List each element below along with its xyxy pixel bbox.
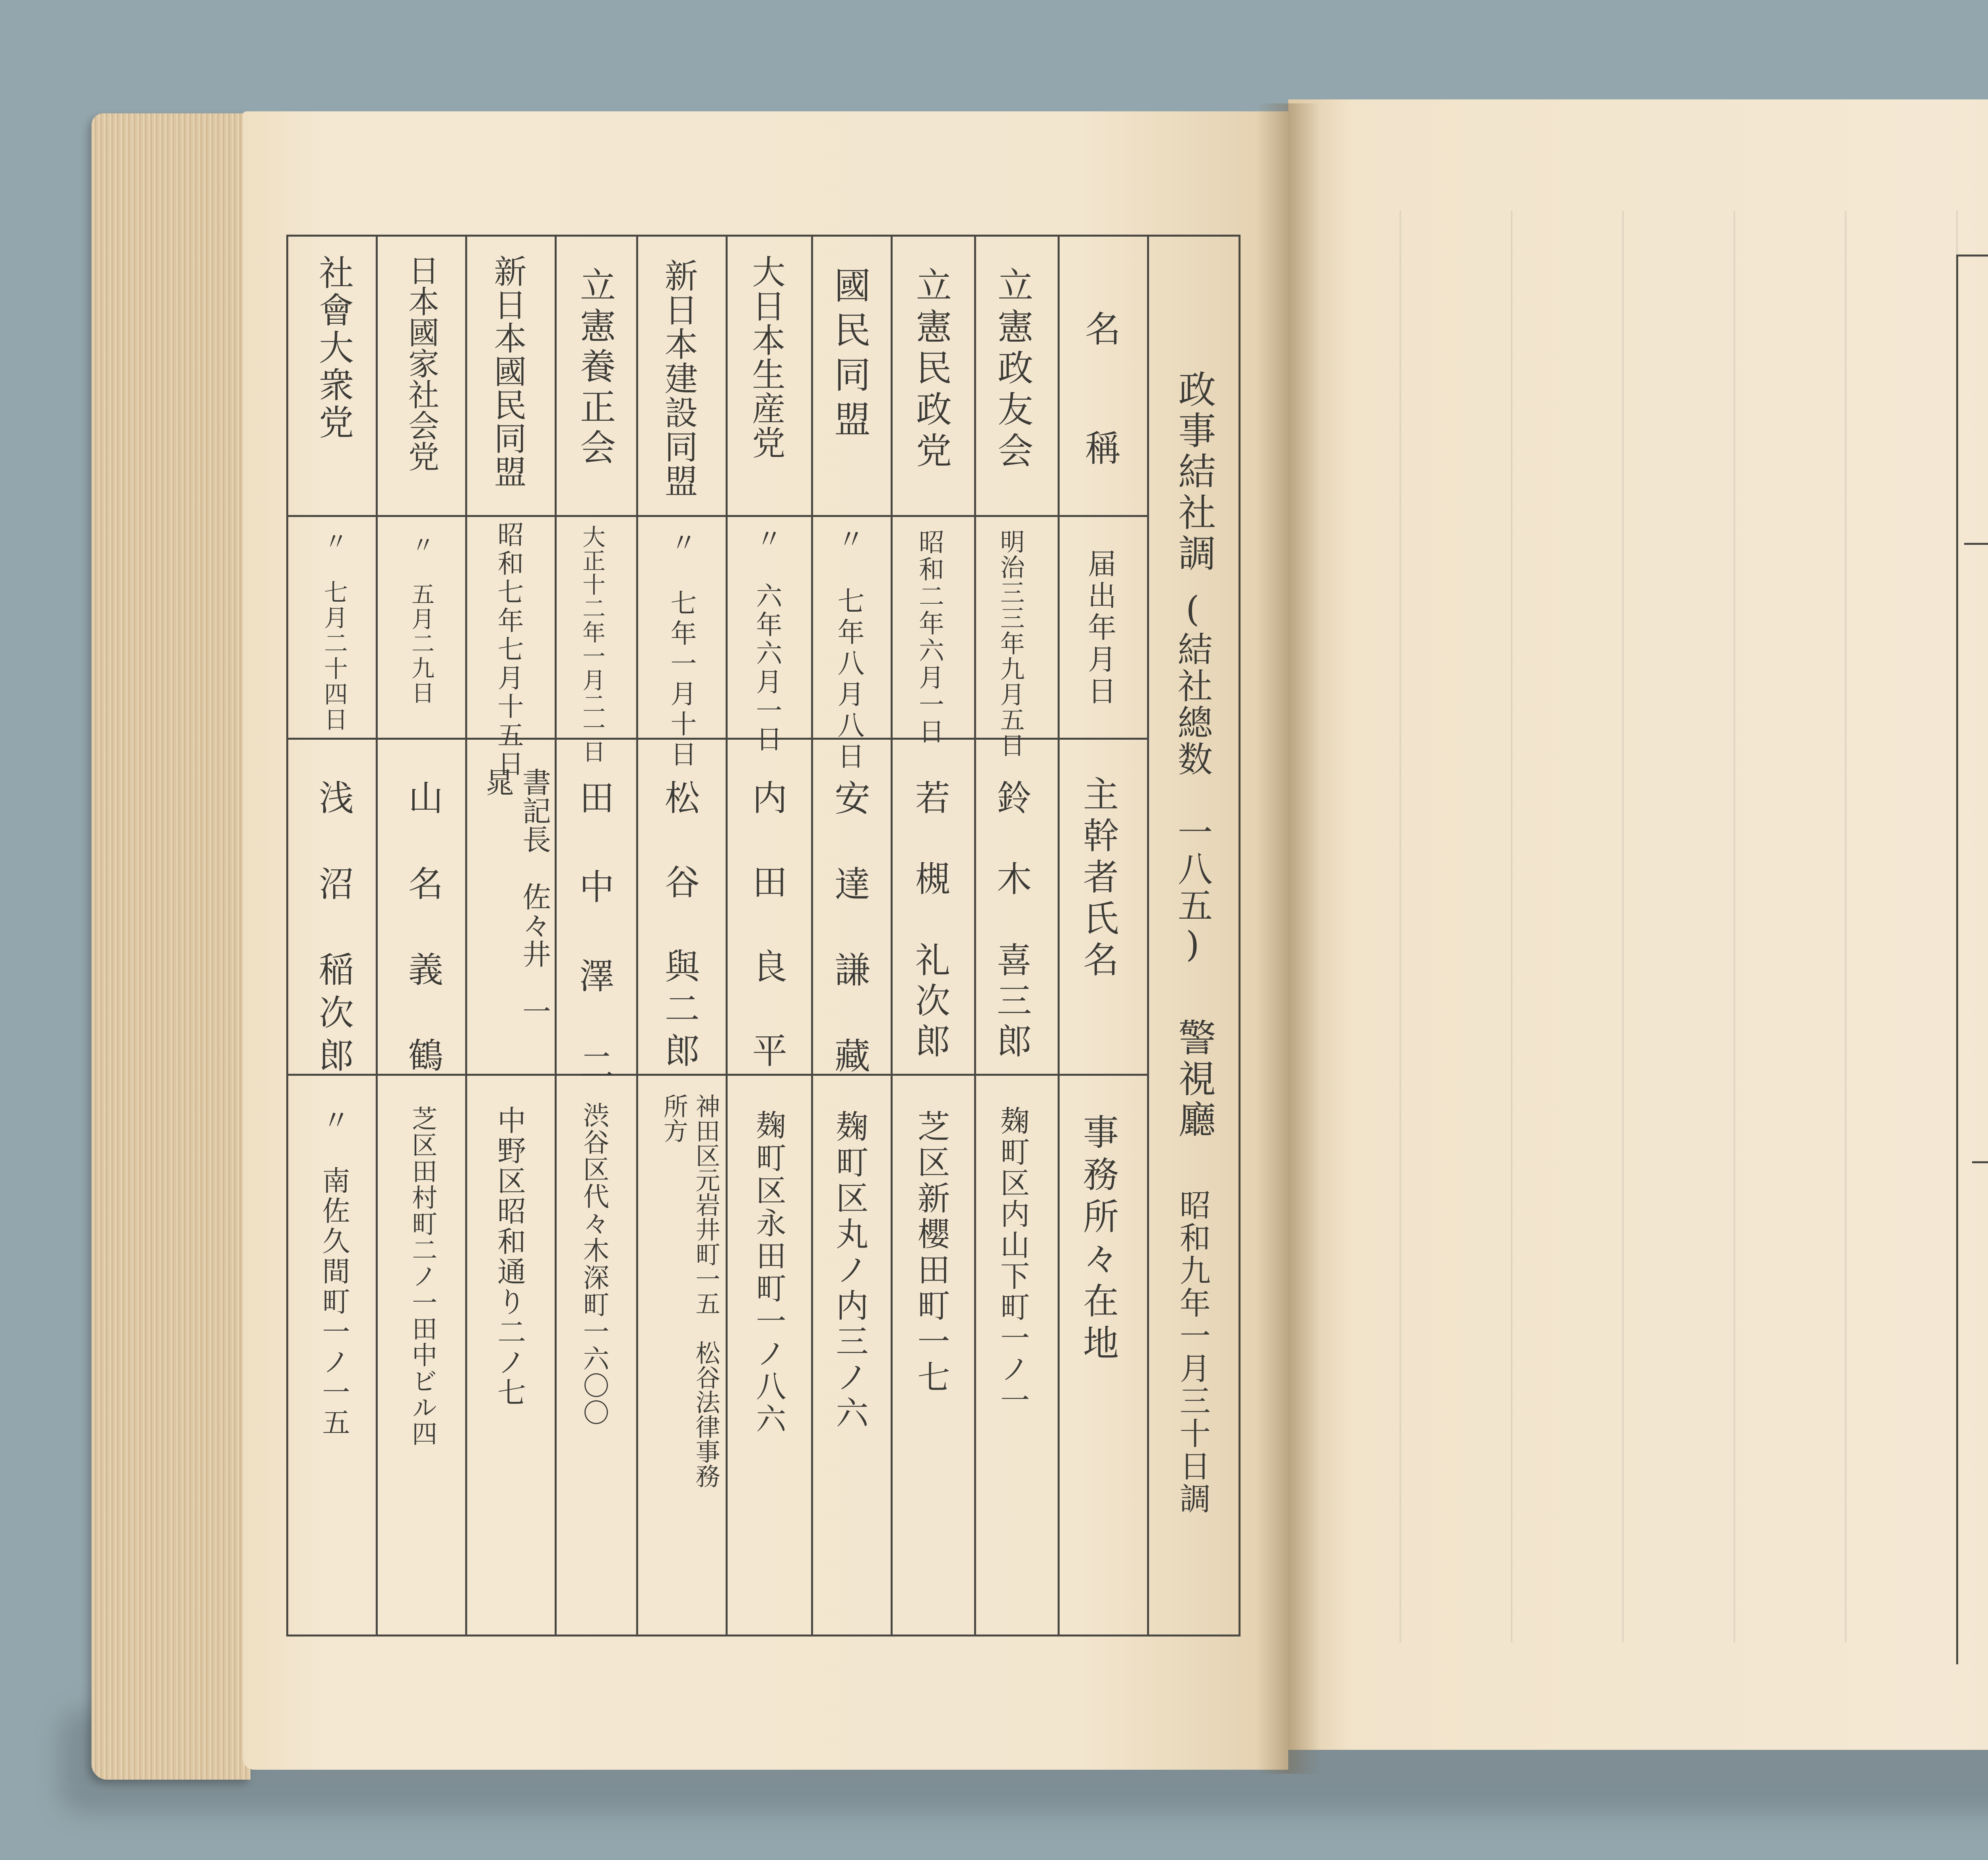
- column-line: [555, 235, 557, 1636]
- agency-name: 警視廳: [1172, 1018, 1216, 1141]
- column-line: [636, 235, 638, 1636]
- header-filed: 届出年月日: [1083, 549, 1116, 708]
- column-line: [811, 235, 813, 1636]
- row-office: 麹町区内山下町一ノ一: [996, 1106, 1030, 1416]
- row-leader: 内 田 良 平: [747, 779, 788, 1075]
- column-line: [465, 235, 467, 1636]
- row-leader: 若 槻 礼次郎: [910, 779, 951, 1063]
- row-office: 中野区昭和通り二ノ七: [493, 1106, 526, 1408]
- column-line: [726, 235, 728, 1636]
- table-bottom-border: [286, 1635, 1241, 1636]
- row-filed: 〃 七年八月八日: [833, 525, 864, 773]
- row-leader: 山 名 義 鶴: [403, 779, 444, 1080]
- row-office: 神田区元岩井町一五 松谷法律事務所方: [659, 1094, 720, 1488]
- row-office: 芝区田村町二ノ一田中ビル四: [408, 1106, 437, 1447]
- row-name: 國民同盟: [828, 266, 871, 445]
- bleed-through-line: [1511, 211, 1512, 1642]
- header-office: 事務所々在地: [1077, 1114, 1118, 1366]
- row-name: 立憲養正会: [574, 266, 615, 469]
- column-line: [891, 235, 893, 1636]
- page-edges-left: [91, 113, 250, 1780]
- table-left-border: [286, 235, 288, 1636]
- row-leader: 書記長 佐々井 一 晁: [480, 768, 551, 1054]
- row-name: 立憲政友会: [991, 266, 1033, 473]
- row-office: 芝区新櫻田町一七: [912, 1110, 950, 1396]
- column-line: [974, 235, 976, 1636]
- row-filed: 大正十二年一月二一日: [579, 525, 606, 764]
- row-office: 〃 南佐久間町一ノ一五: [318, 1106, 350, 1438]
- column-line: [1956, 255, 1958, 1664]
- row-filed: 〃 七月二十四日: [320, 529, 348, 733]
- row-leader: 浅 沼 稲次郎: [313, 779, 354, 1080]
- row-name: 社會大衆党: [313, 255, 354, 441]
- row-filed: 明治三三年九月五日: [996, 529, 1025, 758]
- document-title-note: (結社總数 一八五): [1172, 589, 1213, 966]
- bleed-through-line: [1845, 211, 1846, 1642]
- document-title: 政事結社調: [1172, 370, 1216, 575]
- right-page: [1288, 99, 1988, 1750]
- table-right-border: [1239, 235, 1241, 1636]
- row-name: 大日本生産党: [747, 255, 786, 460]
- header-column-line: [1147, 235, 1149, 1636]
- header-name: 名 稱: [1079, 310, 1120, 489]
- column-line: [1058, 235, 1060, 1636]
- survey-date: 昭和九年一月三十日調: [1175, 1189, 1210, 1515]
- row-name: 新日本建設同盟: [659, 258, 698, 498]
- bleed-through-line: [1400, 211, 1401, 1642]
- book-gutter: [1256, 103, 1320, 1774]
- row-office: 渋谷区代々木深町一六〇〇: [579, 1102, 609, 1426]
- row-name: 日本國家社会党: [403, 255, 439, 472]
- row-filed: 昭和七年七月十五日: [493, 521, 524, 779]
- row-leader: 安 達 謙 藏: [828, 779, 870, 1080]
- bleed-through-line: [1622, 211, 1624, 1642]
- row-filed: 昭和二年六月一日: [914, 529, 944, 745]
- row-name: 立憲民政党: [910, 266, 951, 473]
- row-filed: 〃 七年一月十日: [666, 529, 697, 771]
- header-leader: 主幹者氏名: [1077, 775, 1118, 982]
- row-office: 麹町区丸ノ内三ノ六: [831, 1110, 868, 1432]
- row-leader: 鈴 木 喜三郎: [991, 779, 1032, 1063]
- table-top-border: [286, 235, 1241, 237]
- table-divider-name: [286, 515, 1149, 517]
- row-leader: 松 谷 與二郎: [659, 779, 700, 1075]
- row-leader: 田 中 澤 二: [574, 779, 615, 1091]
- row-name: 新日本國民同盟: [489, 255, 526, 488]
- column-line: [376, 235, 378, 1636]
- table-divider-leader: [1972, 1161, 1988, 1163]
- table-divider-name: [1964, 543, 1988, 545]
- row-filed: 〃 五月二九日: [408, 533, 435, 706]
- row-office: 麹町区永田町一ノ八六: [751, 1110, 786, 1436]
- table-top-border: [1956, 255, 1988, 257]
- row-filed: 〃 六年六月一日: [751, 525, 782, 754]
- bleed-through-line: [1734, 211, 1735, 1642]
